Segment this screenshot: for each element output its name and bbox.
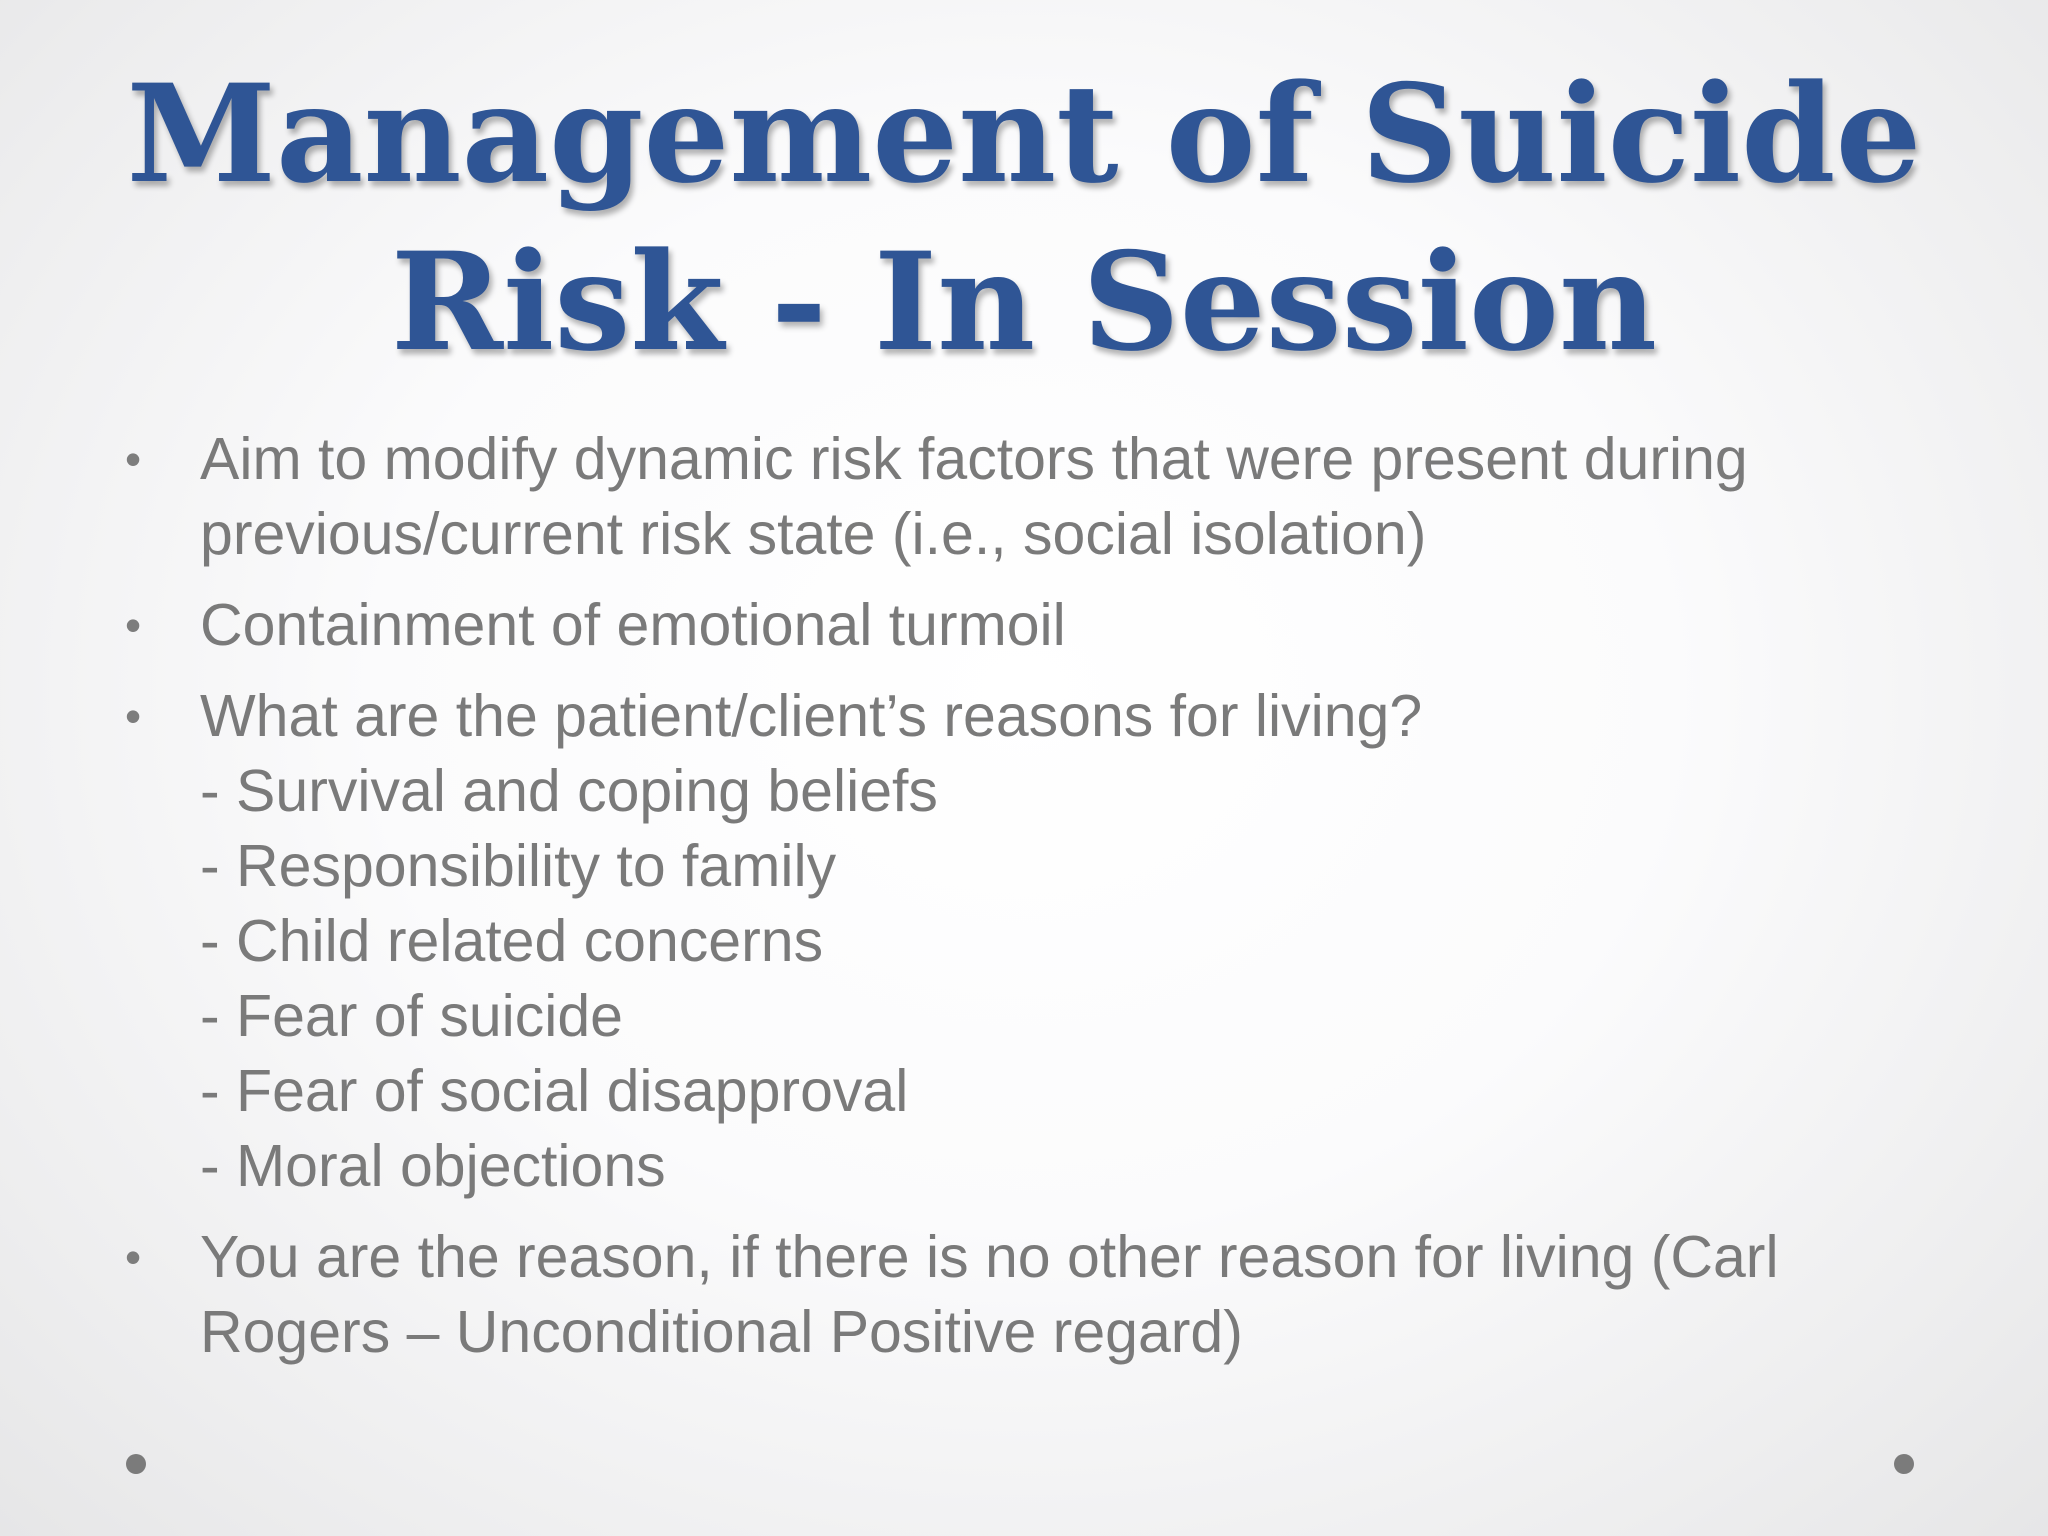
bullet-text-line: You are the reason, if there is no other reason for living (Carl [200,1224,1779,1290]
sub-item-survival-beliefs: - Survival and coping beliefs [200,758,938,824]
bullet-text-line: Aim to modify dynamic risk factors that were present during [200,426,1748,492]
sub-item-child-concerns: - Child related concerns [200,908,824,974]
bullet-item-you-are-the-reason [118,1220,1918,1370]
sub-item-fear-social-disapproval: - Fear of social disapproval [200,1058,909,1124]
bullet-icon: • [124,690,142,742]
decorative-dot-right [1894,1454,1914,1474]
bullet-text-line: What are the patient/client’s reasons for living? [200,683,1423,749]
sub-item-moral-objections: - Moral objections [200,1133,666,1199]
slide-title-line-1: Management of Suicide [126,54,1922,213]
bullet-icon: • [124,1231,142,1283]
sub-item-fear-of-suicide: - Fear of suicide [200,983,623,1049]
bullet-item-containment [118,588,1918,663]
bullet-list [118,422,1918,1386]
slide-title-line-2: Risk - In Session [390,222,1658,381]
bullet-text-line: Containment of emotional turmoil [200,592,1066,658]
bullet-text-line: Rogers – Unconditional Positive regard) [200,1299,1243,1365]
bullet-icon: • [124,599,142,651]
sub-item-responsibility-family: - Responsibility to family [200,833,837,899]
bullet-item-risk-factors [118,422,1918,572]
bullet-icon: • [124,433,142,485]
bullet-item-reasons-for-living [118,679,1918,1204]
bullet-text-line: previous/current risk state (i.e., social isolation) [200,501,1427,567]
slide-title [0,50,2048,386]
decorative-dot-left [126,1454,146,1474]
